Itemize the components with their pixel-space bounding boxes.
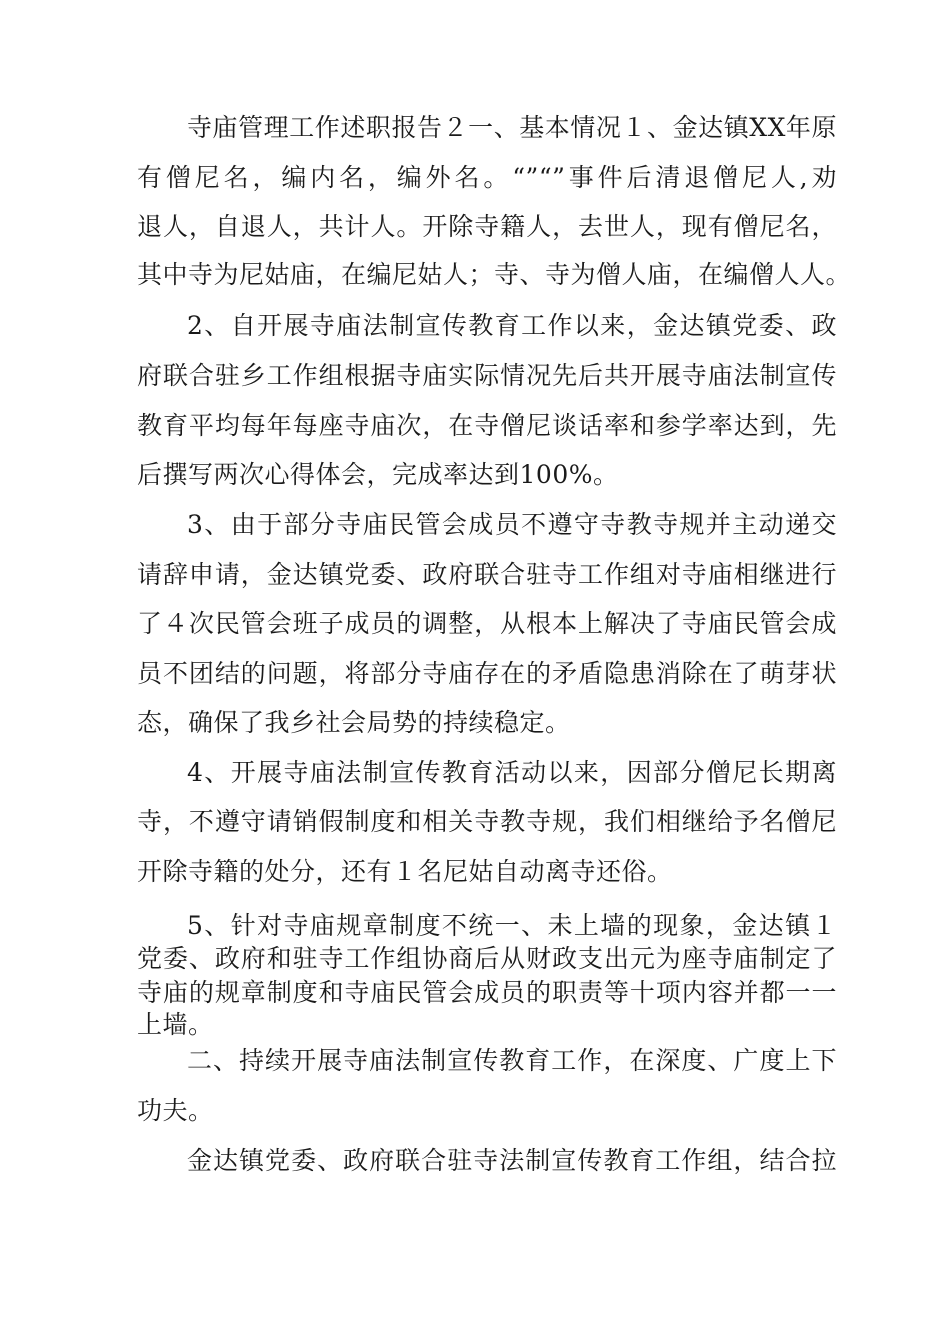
- text-line: 员不团结的问题，将部分寺庙存在的矛盾隐患消除在了萌芽状: [137, 659, 837, 688]
- text-line: 金达镇党委、政府联合驻寺法制宣传教育工作组，结合拉: [187, 1146, 837, 1175]
- text-line: 4、开展寺庙法制宣传教育活动以来，因部分僧尼长期离: [187, 758, 837, 787]
- text-line: 上墙。: [137, 1010, 214, 1039]
- text-line: 后撰写两次心得体会，完成率达到100%。: [137, 460, 619, 489]
- text-line: 寺庙管理工作述职报告２一、基本情况１、金达镇XX年原: [187, 113, 837, 142]
- text-line: 2、自开展寺庙法制宣传教育工作以来，金达镇党委、政: [187, 311, 837, 340]
- text-line: 态，确保了我乡社会局势的持续稳定。: [137, 708, 571, 737]
- text-line: 5、针对寺庙规章制度不统一、未上墙的现象，金达镇１: [187, 911, 837, 940]
- text-line: 教育平均每年每座寺庙次，在寺僧尼谈话率和参学率达到，先: [137, 411, 837, 440]
- text-line: 党委、政府和驻寺工作组协商后从财政支出元为座寺庙制定了: [137, 944, 837, 973]
- text-line: 寺，不遵守请销假制度和相关寺教寺规，我们相继给予名僧尼: [137, 807, 837, 836]
- text-line: 有僧尼名，编内名，编外名。“”“”事件后清退僧尼人,劝: [137, 163, 837, 192]
- text-line: 功夫。: [137, 1096, 214, 1125]
- text-line: 了４次民管会班子成员的调整，从根本上解决了寺庙民管会成: [137, 609, 837, 638]
- text-line: 其中寺为尼姑庙，在编尼姑人；寺、寺为僧人庙，在编僧人人。: [137, 260, 852, 289]
- text-line: 二、持续开展寺庙法制宣传教育工作，在深度、广度上下: [187, 1046, 837, 1075]
- text-line: 寺庙的规章制度和寺庙民管会成员的职责等十项内容并都一一: [137, 978, 837, 1007]
- text-line: 3、由于部分寺庙民管会成员不遵守寺教寺规并主动递交: [187, 510, 837, 539]
- text-line: 府联合驻乡工作组根据寺庙实际情况先后共开展寺庙法制宣传: [137, 361, 837, 390]
- text-line: 退人，自退人，共计人。开除寺籍人，去世人，现有僧尼名，: [137, 212, 837, 241]
- text-line: 请辞申请，金达镇党委、政府联合驻寺工作组对寺庙相继进行: [137, 560, 837, 589]
- text-line: 开除寺籍的处分，还有１名尼姑自动离寺还俗。: [137, 857, 673, 886]
